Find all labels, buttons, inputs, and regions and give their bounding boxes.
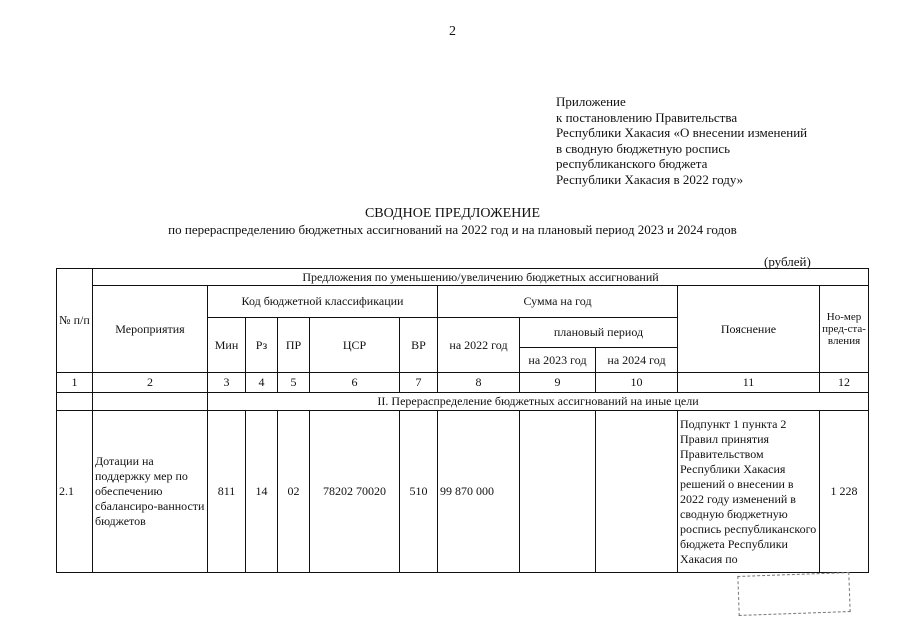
appendix-line: республиканского бюджета [556,156,708,171]
row-sum-2024 [596,411,678,573]
column-number: 6 [310,373,400,393]
row-measure: Дотации на поддержку мер по обеспечению сбалансиро-ванности бюджетов [93,411,208,573]
header-measures: Мероприятия [93,286,208,373]
header-year-2023: на 2023 год [520,348,596,373]
budget-table [56,268,869,573]
document-stamp [737,572,850,616]
row-proposal-num: 1 228 [820,411,869,573]
column-number: 5 [278,373,310,393]
row-min: 811 [208,411,246,573]
document-title: СВОДНОЕ ПРЕДЛОЖЕНИЕ [364,206,541,221]
header-year-2024: на 2024 год [596,348,678,373]
row-csr: 78202 70020 [310,411,400,573]
column-number: 11 [678,373,820,393]
header-pr: ПР [278,318,310,373]
column-number: 7 [400,373,438,393]
section-title: II. Перераспределение бюджетных ассигнований на иные цели [208,393,869,411]
row-explanation: Подпункт 1 пункта 2 Правил принятия Правительством Республики Хакасия решений о внесении в 2022 году изменений в сводную бюджетную роспись республиканского бюджета Республики Хакасия по [678,411,820,573]
row-pr: 02 [278,411,310,573]
header-csr: ЦСР [310,318,400,373]
header-proposal-num: Но-мер пред-ста-вления [820,286,869,373]
header-planned: плановый период [520,318,678,348]
appendix-block [556,94,807,187]
row-num: 2.1 [57,411,93,573]
page-number: 2 [449,24,456,39]
header-num: № п/п [57,269,93,373]
header-vr: ВР [400,318,438,373]
header-proposals: Предложения по уменьшению/увеличению бюджетных ассигнований [93,269,869,286]
header-min: Мин [208,318,246,373]
row-rz: 14 [246,411,278,573]
header-classification: Код бюджетной классификации [208,286,438,318]
column-number: 9 [520,373,596,393]
column-number: 2 [93,373,208,393]
header-sum-year: Сумма на год [438,286,678,318]
appendix-line: Республики Хакасия в 2022 году» [556,171,744,187]
column-number: 4 [246,373,278,393]
header-explanation: Пояснение [678,286,820,373]
appendix-line: Республики Хакасия «О внесении изменений [556,125,808,140]
appendix-line: Приложение [556,94,626,109]
row-sum-2022: 99 870 000 [438,411,520,573]
table-row [57,411,869,573]
document-subtitle: по перераспределению бюджетных ассигнований на 2022 год и на плановый период 2023 и 2024 годов [168,222,737,237]
appendix-line: в сводную бюджетную роспись [556,140,731,156]
column-number: 3 [208,373,246,393]
header-year-2022: на 2022 год [438,318,520,373]
units-label: (рублей) [764,254,811,269]
column-number: 12 [820,373,869,393]
header-rz: Рз [246,318,278,373]
appendix-line: к постановлению Правительства [556,109,738,125]
column-number: 10 [596,373,678,393]
column-number: 8 [438,373,520,393]
row-sum-2023 [520,411,596,573]
column-number: 1 [57,373,93,393]
row-vr: 510 [400,411,438,573]
